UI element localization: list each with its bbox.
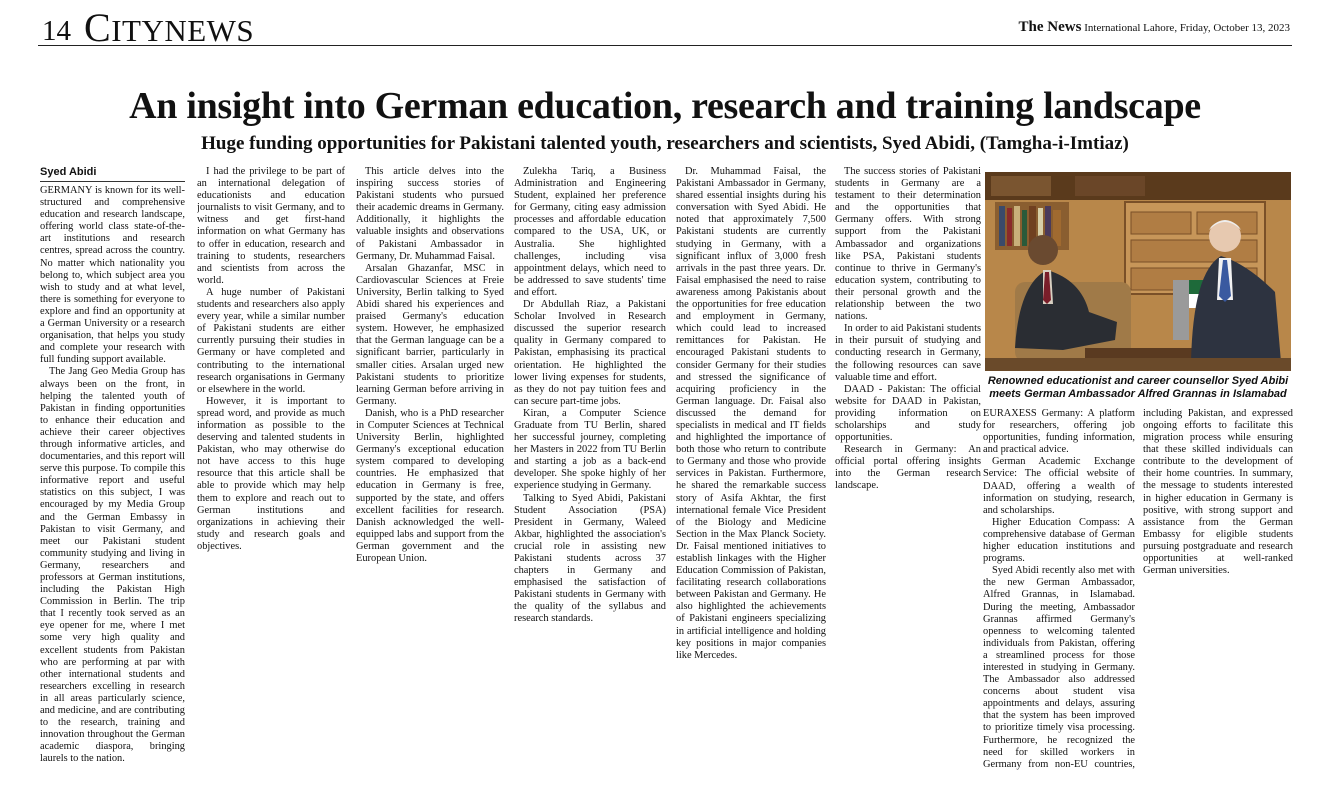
paper-info xyxy=(1019,20,1290,35)
article-paragraph: I had the privilege to be part of an international delegation of educationists and education journalists to visit Germany, and to witness and get first-hand information on what Germany has to offer in education, research and training to students, researchers and scientists from across the world. xyxy=(197,166,345,286)
paper-name: The News xyxy=(1018,19,1082,35)
article-paragraph: Dr Abdullah Riaz, a Pakistani Scholar Involved in Research discussed the superior research quality in Germany compared to Pakistan, emphasising its practical orientation. He highlighted the lower living expenses for students, as they do not pay tuition fees and can secure part-time jobs. xyxy=(514,299,666,407)
article-paragraph: Dr. Muhammad Faisal, the Pakistani Ambassador in Germany, shared essential insights during his conversation with Syed Abidi. He noted that approximately 7,500 Pakistani students are currently studying in Germany, with a significant influx of 3,000 fresh arrivals in the past three years. Dr. Faisal emphasised the need to raise awareness among Pakistanis about the opportunities for free education and employment in Germany, which could lead to increased remittances for Pakistan. He encouraged Pakistani students to consider Germany for their studies and stressed the significance of acquiring proficiency in the German language. Dr. Faisal also discussed the demand for specialists in medical and IT fields and highlighted the importance of both those who return to contribute to Germany and those who provide services in Pakistan. Furthermore, he shared the remarkable success story of Asifa Akhtar, the first international female Vice President of the Biology and Medicine Section in the Max Planck Society. Dr. Faisal mentioned initiatives to establish linkages with the Higher Education Commission of Pakistan, facilitating research collaborations between Pakistan and Germany. He also highlighted the achievements of Pakistani engineers specializing in artificial intelligence and holding key positions in major companies like Mercedes. xyxy=(676,166,826,661)
article-column-2 xyxy=(197,166,345,782)
article-paragraph: Higher Education Compass: A comprehensive database of German higher education institutions and programs. xyxy=(983,516,1135,565)
section-name xyxy=(84,5,255,51)
subheadline: Huge funding opportunities for Pakistani talented youth, researchers and scientists, Syed Abidi, (Tamgha-i-Imtiaz) xyxy=(201,133,1129,154)
article-paragraph: In order to aid Pakistani students in their pursuit of studying and conducting research in Germany, the following resources can save valuable time and effort. xyxy=(835,323,981,383)
article-column-8 xyxy=(1143,408,1293,782)
article-paragraph: Danish, who is a PhD researcher in Computer Sciences at Technical University Berlin, highlighted Germany's exceptional education system compared to developing countries. He emphasized that education in Germany is free, supported by the state, and offers excellent facilities for research. Danish acknowledged the well-equipped labs and support from the German government and the European Union. xyxy=(356,407,504,564)
article-column-3 xyxy=(356,166,504,782)
article-paragraph: Arsalan Ghazanfar, MSC in Cardiovascular Sciences at Freie University, Berlin talking to Syed Abidi shared his experiences and praised Germany's education system. However, he emphasized that the German language can be a significant barrier, particularly in smaller cities. Arsalan urged new Pakistani students to prioritize learning German before arriving in Germany. xyxy=(356,262,504,407)
meeting-photo-illustration xyxy=(985,172,1291,371)
article-paragraph: DAAD - Pakistan: The official website for DAAD in Pakistan, providing information on scholarships and study opportunities. xyxy=(835,383,981,444)
section-initial: C xyxy=(84,5,112,50)
article-paragraph: Talking to Syed Abidi, Pakistani Student Association (PSA) President in Germany, Waleed Akbar, highlighted the association's crucial role in assisting new Pakistani students across 37 chapters in Germany and emphasised the satisfaction of Pakistani students in Germany with the quality of the syllabus and research standards. xyxy=(514,492,666,625)
article-paragraph: EURAXESS Germany: A platform for researchers, offering job opportunities, funding information, and practical advice. xyxy=(983,408,1135,456)
article-column-1 xyxy=(40,166,185,782)
article-column-5 xyxy=(676,166,826,782)
masthead xyxy=(38,5,1292,50)
section-rest: ITYNEWS xyxy=(111,13,255,48)
article-column-6 xyxy=(835,166,981,782)
article-paragraph: Kiran, a Computer Science Graduate from TU Berlin, shared her successful journey, completing her Masters in 2022 from TU Berlin and starting a job as a back-end developer. She spoke highly of her experience studying in Germany. xyxy=(514,407,666,492)
byline: Syed Abidi xyxy=(40,166,185,182)
article-paragraph: This article delves into the inspiring success stories of Pakistani students who pursued their academic dreams in Germany. Additionally, it highlights the valuable insights and observations of Pakistani Ambassador in Germany, Dr. Muhammad Faisal. xyxy=(356,166,504,262)
headline: An insight into German education, research and training landscape xyxy=(129,85,1201,127)
photo-caption: Renowned educationist and career counsellor Syed Abibi meets German Ambassador Alfred Grannas in Islamabad xyxy=(987,375,1289,400)
article-paragraph: GERMANY is known for its well-structured and comprehensive education and research landscape, offering world class state-of-the-art institutions and research centres, spread across the country. No matter which nationality you belong to, which subject area you wish to study and at what level, there is something for everyone to explore and find an opportunity at a German University or a research organisation, that helps you study and complete your research with full funding support available. xyxy=(40,185,185,366)
article-paragraph: The Jang Geo Media Group has always been on the front, in helping the talented youth of Pakistan in finding opportunities to enhance their education and achieve their career objectives through informative articles, and documentaries, and this report will serve this purpose. To compile this informative report and useful statistics on this subject, I was encouraged by my Media Group and the German Embassy in Pakistan to visit Germany, and meet our Pakistani student community studying and living in Germany, researchers and professors at German institutions, including the Pakistan High Commission in Berlin. The trip that I recently took served as an eye opener for me, where I met some very high quality and excellent students from Pakistan who are performing at par with other international students and researchers excelling in research in all areas particularly science, and medicine, and are contributing to the research, training and innovation throughout the German academic diaspora, bringing laurels to the nation. xyxy=(40,366,185,765)
article-paragraph: Zulekha Tariq, a Business Administration and Engineering Student, explained her preference for Germany, citing easy admission processes and affordable education compared to the USA, UK, or Australia. She highlighted challenges, including visa appointment delays, which need to be addressed to save students' time and effort. xyxy=(514,166,666,298)
article-paragraph: German Academic Exchange Service: The official website of DAAD, offering a wealth of information on studying, research, and scholarships. xyxy=(983,456,1135,516)
article-paragraph: However, it is important to spread word, and provide as much information as possible to the deserving and talented students in Pakistan, who may otherwise do not have access to this huge resource that this article shall be able to provide which may help them to explore and reach out to German institutions and organizations in achieving their study and research goals and objectives. xyxy=(197,395,345,552)
article-photo xyxy=(985,172,1291,371)
article-column-7 xyxy=(983,408,1135,771)
article-paragraph-continued: including Pakistan, and expressed ongoing efforts to facilitate this migration process while ensuring that these skilled individuals can contribute to the development of their home countries. In summary, the message to students interested in higher education in Germany is positive, with strong support and assistance from the German Embassy for eligible students pursuing postgraduate and research opportunities at well-ranked German universities. xyxy=(1143,408,1293,577)
article-paragraph: The success stories of Pakistani students in Germany are a testament to their determination and the opportunities that Germany offers. With strong support from the Pakistani Ambassador and organizations like PSA, Pakistani students continue to thrive in Germany's education system, contributing to their personal growth and the relationship between the two nations. xyxy=(835,166,981,323)
article-paragraph: Research in Germany: An official portal offering insights into the German research landscape. xyxy=(835,444,981,492)
article-paragraph: A huge number of Pakistani students and researchers also apply every year, while a similar number of Pakistani students are either currently pursuing their studies in Germany or have completed and contributing to the international research organisations in Germany or elsewhere in the world. xyxy=(197,286,345,395)
article-paragraph: Syed Abidi recently also met with the new German Ambassador, Alfred Grannas, in Islamabad. During the meeting, Ambassador Grannas affirmed Germany's openness to welcoming talented individuals from Pakistan, offering a streamlined process for those interested in studying in Germany. The Ambassador also addressed concerns about student visa appointments and delays, assuring that the system has been improved to prioritize timely visa processing. Furthermore, he recognized the need for skilled workers in Germany from non-EU countries, xyxy=(983,565,1135,770)
paper-edition: International Lahore, Friday, October 13, 2023 xyxy=(1084,22,1290,34)
page-number: 14 xyxy=(42,15,71,47)
article-column-4 xyxy=(514,166,666,782)
